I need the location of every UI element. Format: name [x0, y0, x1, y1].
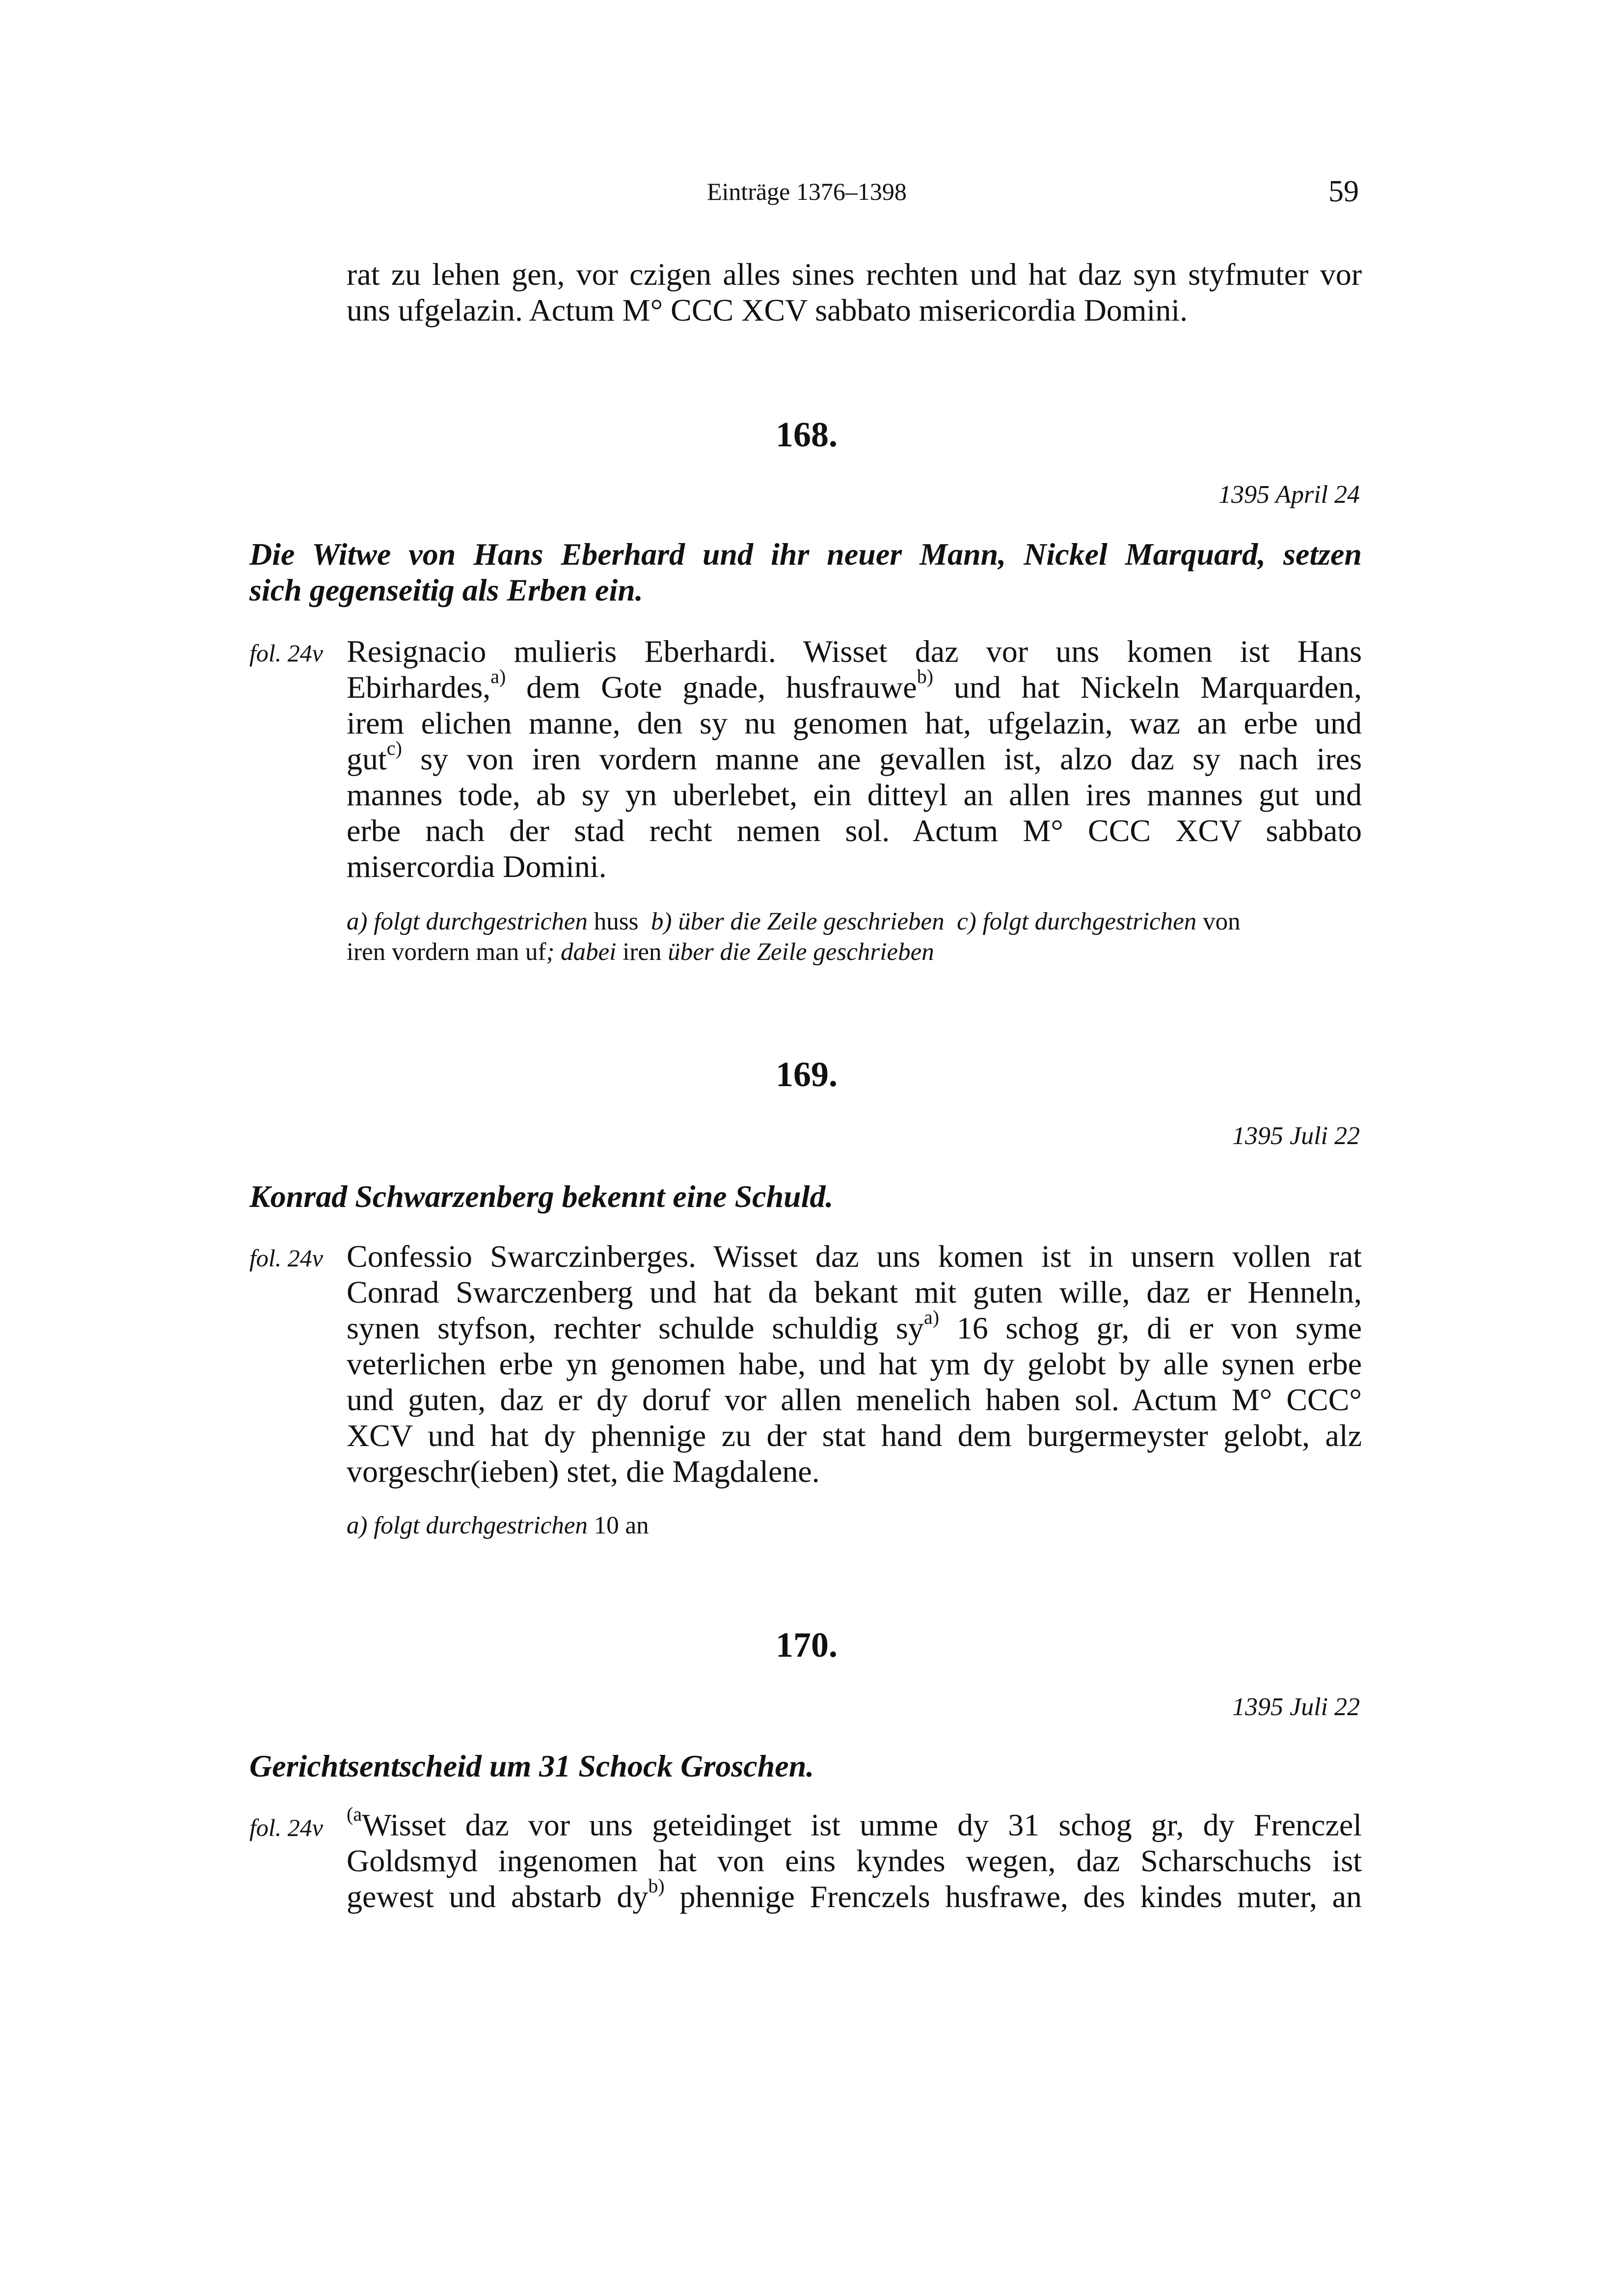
body-line [347, 1875, 1362, 1914]
entry-title [249, 536, 1362, 608]
footnote-marker: c) [386, 737, 402, 759]
carryover-paragraph [347, 256, 1362, 328]
footnote-marker: a) [490, 665, 506, 687]
folio-reference: fol. 24v [249, 639, 323, 667]
entry-body [347, 1238, 1362, 1489]
body-line: Confessio Swarczinberges. Wisset daz uns komen ist in unsern vollen rat [347, 1239, 1362, 1274]
body-line: erbe nach der stad recht nemen sol. Actum M° CCC XCV sabbato [347, 813, 1362, 848]
entry-date: 1395 Juli 22 [1232, 1693, 1360, 1721]
footnote-marker: a) [923, 1306, 940, 1328]
entry-title-line: Gerichtsentscheid um 31 Schock Groschen. [249, 1749, 814, 1783]
entry-title-line: sich gegenseitig als Erben ein. [249, 573, 643, 607]
footnote-line [347, 1510, 1362, 1541]
body-text: Wisset daz vor uns geteidinget ist umme dy 31 schog gr, dy Frenczel [362, 1807, 1362, 1842]
page-number: 59 [1328, 175, 1359, 208]
entry-number: 169. [776, 1055, 838, 1094]
footnote-label: ; dabei [546, 938, 617, 966]
footnote-marker: (a [347, 1803, 362, 1825]
body-text: 16 schog gr, di er von syme [939, 1311, 1362, 1345]
entry-body [347, 1803, 1362, 1914]
body-line: irem elichen manne, den sy nu genomen hat, ufgelazin, waz an erbe und [347, 706, 1362, 740]
entry-number: 170. [776, 1625, 838, 1665]
footnotes [347, 906, 1362, 967]
body-text: sy von iren vordern manne ane gevallen ist, alzo daz sy nach ires [402, 741, 1362, 776]
footnote-label: c) folgt durchgestrichen [957, 908, 1197, 935]
footnotes [347, 1510, 1362, 1541]
body-line [347, 665, 1362, 705]
body-text: gut [347, 741, 387, 776]
entry-title [249, 1748, 1362, 1784]
footnote-text: iren vordern man uf [347, 938, 546, 966]
body-line: XCV und hat dy phennige zu der stat hand dem burgermeyster gelobt, alz [347, 1418, 1362, 1453]
body-line: Resignacio mulieris Eberhardi. Wisset daz vor uns komen ist Hans [347, 634, 1362, 669]
entry-body [347, 633, 1362, 884]
footnote-label: a) folgt durchgestrichen [347, 908, 588, 935]
body-line: veterlichen erbe yn genomen habe, und hat ym dy gelobt by alle synen erbe [347, 1346, 1362, 1381]
footnote-text: 10 an [594, 1512, 649, 1539]
entry-date: 1395 April 24 [1218, 481, 1360, 509]
footnote-marker: b) [648, 1875, 665, 1897]
body-line: misercordia Domini. [347, 849, 607, 884]
footnote-text: iren [622, 938, 662, 966]
entry-date: 1395 Juli 22 [1232, 1122, 1360, 1150]
footnote-label: b) über die Zeile geschrieben [650, 908, 945, 935]
body-line: Conrad Swarczenberg und hat da bekant mit guten wille, daz er Henneln, [347, 1275, 1362, 1310]
folio-reference: fol. 24v [249, 1244, 323, 1272]
footnote-text: huss [594, 908, 639, 935]
body-text: und hat Nickeln Marquarden, [933, 670, 1362, 705]
footnote-label: über die Zeile geschrieben [668, 938, 934, 966]
body-text: Ebirhardes, [347, 670, 491, 705]
body-text: gewest und abstarb dy [347, 1879, 649, 1914]
carryover-line: rat zu lehen gen, vor czigen alles sines rechten und hat daz syn styfmuter vor [347, 257, 1362, 292]
entry-number: 168. [776, 415, 838, 454]
body-line [347, 1306, 1362, 1346]
body-line [347, 737, 1362, 777]
folio-reference: fol. 24v [249, 1814, 323, 1841]
body-text: phennige Frenczels husfrawe, des kindes muter, an [664, 1879, 1362, 1914]
body-line: vorgeschr(ieben) stet, die Magdalene. [347, 1454, 820, 1489]
body-line [347, 1803, 1362, 1843]
body-line: und guten, daz er dy doruf vor allen menelich haben sol. Actum M° CCC° [347, 1382, 1362, 1417]
body-line: mannes tode, ab sy yn uberlebet, ein ditteyl an allen ires mannes gut und [347, 777, 1362, 812]
footnote-line [347, 906, 1362, 937]
body-line: Goldsmyd ingenomen hat von eins kyndes wegen, daz Scharschuchs ist [347, 1843, 1362, 1878]
footnote-text: von [1203, 908, 1241, 935]
footnote-label: a) folgt durchgestrichen [347, 1512, 588, 1539]
body-text: dem Gote gnade, husfrauwe [506, 670, 917, 705]
carryover-line: uns ufgelazin. Actum M° CCC XCV sabbato misericordia Domini. [347, 293, 1188, 328]
entry-title [249, 1178, 1362, 1214]
running-title: Einträge 1376–1398 [707, 178, 907, 205]
footnote-marker: b) [917, 665, 934, 687]
body-text: synen styfson, rechter schulde schuldig sy [347, 1311, 924, 1345]
entry-title-line: Konrad Schwarzenberg bekennt eine Schuld. [249, 1179, 834, 1214]
footnote-line [347, 937, 1362, 967]
entry-title-line: Die Witwe von Hans Eberhard und ihr neuer Mann, Nickel Marquard, setzen [249, 537, 1362, 572]
